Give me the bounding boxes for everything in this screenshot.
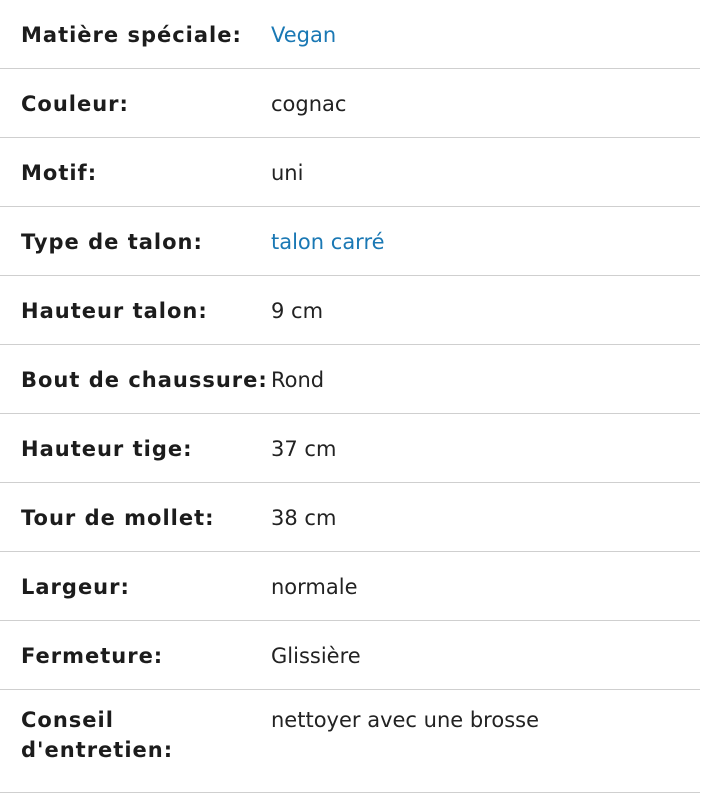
spec-label: Tour de mollet: bbox=[21, 506, 215, 530]
spec-label: Type de talon: bbox=[21, 230, 203, 254]
spec-row-motif bbox=[0, 138, 700, 207]
spec-value: uni bbox=[271, 161, 304, 185]
spec-row-largeur bbox=[0, 552, 700, 621]
spec-value: 9 cm bbox=[271, 299, 324, 323]
spec-row-matiere-speciale bbox=[0, 0, 700, 69]
spec-value: normale bbox=[271, 575, 358, 599]
spec-row-bout-de-chaussure bbox=[0, 345, 700, 414]
spec-label: Fermeture: bbox=[21, 644, 164, 668]
spec-label: Largeur: bbox=[21, 575, 130, 599]
spec-value: 37 cm bbox=[271, 437, 337, 461]
spec-row-conseil-entretien bbox=[0, 690, 700, 793]
spec-value-link-talon-carre[interactable]: talon carré bbox=[271, 230, 385, 254]
spec-label: Matière spéciale: bbox=[21, 23, 242, 47]
spec-value: cognac bbox=[271, 92, 347, 116]
spec-value: Rond bbox=[271, 368, 325, 392]
spec-row-fermeture bbox=[0, 621, 700, 690]
spec-label: Motif: bbox=[21, 161, 98, 185]
spec-row-hauteur-talon bbox=[0, 276, 700, 345]
spec-row-hauteur-tige bbox=[0, 414, 700, 483]
spec-value: 38 cm bbox=[271, 506, 337, 530]
spec-label: Conseil d'entretien: bbox=[21, 708, 174, 762]
spec-value: Glissière bbox=[271, 644, 361, 668]
spec-label: Hauteur talon: bbox=[21, 299, 208, 323]
spec-row-tour-de-mollet bbox=[0, 483, 700, 552]
spec-value-link-vegan[interactable]: Vegan bbox=[271, 23, 337, 47]
spec-label: Bout de chaussure: bbox=[21, 368, 268, 392]
spec-row-type-de-talon bbox=[0, 207, 700, 276]
spec-label: Couleur: bbox=[21, 92, 129, 116]
spec-label: Hauteur tige: bbox=[21, 437, 193, 461]
spec-value: nettoyer avec une brosse bbox=[271, 708, 540, 732]
spec-row-couleur bbox=[0, 69, 700, 138]
